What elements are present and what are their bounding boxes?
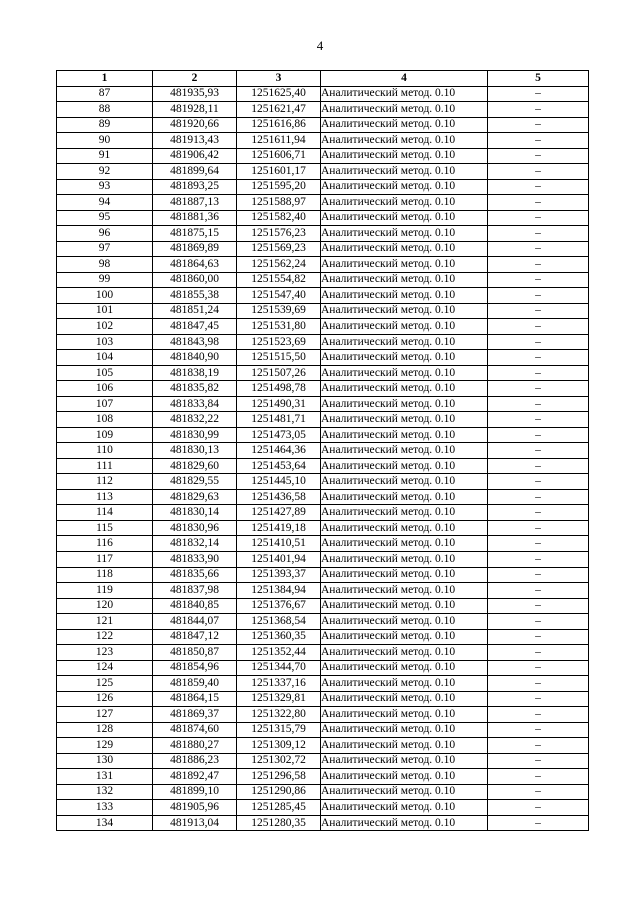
table-row bbox=[57, 86, 589, 102]
cell-y: 1251601,17 bbox=[237, 164, 321, 180]
table-row bbox=[57, 536, 589, 552]
cell-y: 1251352,44 bbox=[237, 645, 321, 661]
cell-description: – bbox=[488, 753, 589, 769]
cell-point-number: 103 bbox=[57, 334, 153, 350]
cell-y: 1251360,35 bbox=[237, 629, 321, 645]
cell-description: – bbox=[488, 288, 589, 304]
cell-y: 1251344,70 bbox=[237, 660, 321, 676]
cell-point-number: 93 bbox=[57, 179, 153, 195]
cell-description: – bbox=[488, 381, 589, 397]
cell-description: – bbox=[488, 412, 589, 428]
cell-y: 1251322,80 bbox=[237, 707, 321, 723]
cell-point-number: 131 bbox=[57, 769, 153, 785]
cell-description: – bbox=[488, 350, 589, 366]
cell-point-number: 132 bbox=[57, 784, 153, 800]
cell-y: 1251481,71 bbox=[237, 412, 321, 428]
cell-method: Аналитический метод. 0.10 bbox=[321, 707, 488, 723]
cell-description: – bbox=[488, 102, 589, 118]
cell-description: – bbox=[488, 427, 589, 443]
cell-method: Аналитический метод. 0.10 bbox=[321, 520, 488, 536]
cell-x: 481847,45 bbox=[153, 319, 237, 335]
cell-x: 481860,00 bbox=[153, 272, 237, 288]
cell-method: Аналитический метод. 0.10 bbox=[321, 567, 488, 583]
cell-method: Аналитический метод. 0.10 bbox=[321, 303, 488, 319]
cell-x: 481920,66 bbox=[153, 117, 237, 133]
cell-method: Аналитический метод. 0.10 bbox=[321, 629, 488, 645]
cell-method: Аналитический метод. 0.10 bbox=[321, 241, 488, 257]
cell-y: 1251436,58 bbox=[237, 489, 321, 505]
cell-y: 1251588,97 bbox=[237, 195, 321, 211]
cell-x: 481859,40 bbox=[153, 676, 237, 692]
cell-y: 1251547,40 bbox=[237, 288, 321, 304]
cell-x: 481840,85 bbox=[153, 598, 237, 614]
cell-point-number: 97 bbox=[57, 241, 153, 257]
cell-point-number: 119 bbox=[57, 583, 153, 599]
cell-description: – bbox=[488, 148, 589, 164]
cell-method: Аналитический метод. 0.10 bbox=[321, 179, 488, 195]
cell-description: – bbox=[488, 272, 589, 288]
table-row bbox=[57, 458, 589, 474]
table-row bbox=[57, 381, 589, 397]
cell-y: 1251507,26 bbox=[237, 365, 321, 381]
cell-description: – bbox=[488, 164, 589, 180]
cell-y: 1251290,86 bbox=[237, 784, 321, 800]
cell-description: – bbox=[488, 396, 589, 412]
cell-x: 481843,98 bbox=[153, 334, 237, 350]
cell-method: Аналитический метод. 0.10 bbox=[321, 195, 488, 211]
table-row bbox=[57, 350, 589, 366]
cell-y: 1251410,51 bbox=[237, 536, 321, 552]
table-row bbox=[57, 722, 589, 738]
cell-method: Аналитический метод. 0.10 bbox=[321, 288, 488, 304]
cell-point-number: 128 bbox=[57, 722, 153, 738]
cell-method: Аналитический метод. 0.10 bbox=[321, 412, 488, 428]
cell-x: 481829,55 bbox=[153, 474, 237, 490]
cell-description: – bbox=[488, 257, 589, 273]
cell-y: 1251523,69 bbox=[237, 334, 321, 350]
cell-y: 1251285,45 bbox=[237, 800, 321, 816]
cell-x: 481855,38 bbox=[153, 288, 237, 304]
cell-y: 1251337,16 bbox=[237, 676, 321, 692]
cell-x: 481837,98 bbox=[153, 583, 237, 599]
cell-y: 1251621,47 bbox=[237, 102, 321, 118]
cell-y: 1251498,78 bbox=[237, 381, 321, 397]
table-row bbox=[57, 164, 589, 180]
cell-x: 481875,15 bbox=[153, 226, 237, 242]
table-row bbox=[57, 319, 589, 335]
header-row bbox=[57, 71, 589, 87]
cell-point-number: 134 bbox=[57, 815, 153, 831]
cell-y: 1251315,79 bbox=[237, 722, 321, 738]
table-row bbox=[57, 195, 589, 211]
table-body bbox=[57, 86, 589, 831]
cell-x: 481847,12 bbox=[153, 629, 237, 645]
cell-x: 481893,25 bbox=[153, 179, 237, 195]
cell-description: – bbox=[488, 645, 589, 661]
cell-description: – bbox=[488, 567, 589, 583]
cell-point-number: 127 bbox=[57, 707, 153, 723]
table-row bbox=[57, 133, 589, 149]
cell-method: Аналитический метод. 0.10 bbox=[321, 350, 488, 366]
cell-y: 1251554,82 bbox=[237, 272, 321, 288]
cell-description: – bbox=[488, 195, 589, 211]
cell-method: Аналитический метод. 0.10 bbox=[321, 769, 488, 785]
cell-method: Аналитический метод. 0.10 bbox=[321, 102, 488, 118]
cell-description: – bbox=[488, 303, 589, 319]
cell-point-number: 133 bbox=[57, 800, 153, 816]
cell-description: – bbox=[488, 226, 589, 242]
cell-x: 481830,96 bbox=[153, 520, 237, 536]
header-cell-method: 4 bbox=[321, 71, 488, 87]
table-row bbox=[57, 443, 589, 459]
cell-x: 481832,14 bbox=[153, 536, 237, 552]
header-cell-y: 3 bbox=[237, 71, 321, 87]
cell-x: 481869,37 bbox=[153, 707, 237, 723]
cell-point-number: 89 bbox=[57, 117, 153, 133]
cell-y: 1251576,23 bbox=[237, 226, 321, 242]
cell-method: Аналитический метод. 0.10 bbox=[321, 722, 488, 738]
table-row bbox=[57, 505, 589, 521]
table-row bbox=[57, 396, 589, 412]
cell-point-number: 91 bbox=[57, 148, 153, 164]
cell-y: 1251309,12 bbox=[237, 738, 321, 754]
table-row bbox=[57, 784, 589, 800]
cell-y: 1251490,31 bbox=[237, 396, 321, 412]
header-cell-x: 2 bbox=[153, 71, 237, 87]
cell-y: 1251595,20 bbox=[237, 179, 321, 195]
cell-point-number: 125 bbox=[57, 676, 153, 692]
cell-point-number: 88 bbox=[57, 102, 153, 118]
cell-y: 1251401,94 bbox=[237, 551, 321, 567]
cell-method: Аналитический метод. 0.10 bbox=[321, 117, 488, 133]
table-row bbox=[57, 738, 589, 754]
cell-y: 1251464,36 bbox=[237, 443, 321, 459]
cell-description: – bbox=[488, 210, 589, 226]
cell-y: 1251376,67 bbox=[237, 598, 321, 614]
cell-method: Аналитический метод. 0.10 bbox=[321, 474, 488, 490]
cell-point-number: 112 bbox=[57, 474, 153, 490]
cell-y: 1251368,54 bbox=[237, 614, 321, 630]
cell-y: 1251625,40 bbox=[237, 86, 321, 102]
cell-y: 1251453,64 bbox=[237, 458, 321, 474]
cell-method: Аналитический метод. 0.10 bbox=[321, 334, 488, 350]
cell-y: 1251473,05 bbox=[237, 427, 321, 443]
cell-x: 481829,60 bbox=[153, 458, 237, 474]
cell-description: – bbox=[488, 629, 589, 645]
cell-x: 481840,90 bbox=[153, 350, 237, 366]
cell-method: Аналитический метод. 0.10 bbox=[321, 210, 488, 226]
cell-x: 481886,23 bbox=[153, 753, 237, 769]
cell-method: Аналитический метод. 0.10 bbox=[321, 738, 488, 754]
cell-x: 481892,47 bbox=[153, 769, 237, 785]
cell-point-number: 104 bbox=[57, 350, 153, 366]
cell-x: 481850,87 bbox=[153, 645, 237, 661]
table-row bbox=[57, 598, 589, 614]
cell-y: 1251280,35 bbox=[237, 815, 321, 831]
cell-point-number: 109 bbox=[57, 427, 153, 443]
cell-description: – bbox=[488, 598, 589, 614]
table-row bbox=[57, 660, 589, 676]
cell-description: – bbox=[488, 815, 589, 831]
cell-method: Аналитический метод. 0.10 bbox=[321, 551, 488, 567]
table-row bbox=[57, 551, 589, 567]
table-row bbox=[57, 272, 589, 288]
cell-description: – bbox=[488, 505, 589, 521]
cell-point-number: 123 bbox=[57, 645, 153, 661]
cell-point-number: 113 bbox=[57, 489, 153, 505]
cell-x: 481830,14 bbox=[153, 505, 237, 521]
cell-x: 481830,99 bbox=[153, 427, 237, 443]
cell-x: 481854,96 bbox=[153, 660, 237, 676]
cell-point-number: 95 bbox=[57, 210, 153, 226]
cell-method: Аналитический метод. 0.10 bbox=[321, 148, 488, 164]
cell-y: 1251606,71 bbox=[237, 148, 321, 164]
table-row bbox=[57, 303, 589, 319]
cell-description: – bbox=[488, 241, 589, 257]
table-row bbox=[57, 226, 589, 242]
table-row bbox=[57, 583, 589, 599]
cell-point-number: 94 bbox=[57, 195, 153, 211]
cell-point-number: 100 bbox=[57, 288, 153, 304]
cell-y: 1251419,18 bbox=[237, 520, 321, 536]
cell-point-number: 107 bbox=[57, 396, 153, 412]
cell-x: 481869,89 bbox=[153, 241, 237, 257]
cell-description: – bbox=[488, 334, 589, 350]
cell-method: Аналитический метод. 0.10 bbox=[321, 319, 488, 335]
cell-method: Аналитический метод. 0.10 bbox=[321, 660, 488, 676]
cell-method: Аналитический метод. 0.10 bbox=[321, 645, 488, 661]
table-row bbox=[57, 241, 589, 257]
cell-point-number: 111 bbox=[57, 458, 153, 474]
table-row bbox=[57, 707, 589, 723]
cell-description: – bbox=[488, 707, 589, 723]
cell-x: 481835,66 bbox=[153, 567, 237, 583]
cell-y: 1251611,94 bbox=[237, 133, 321, 149]
table-row bbox=[57, 676, 589, 692]
cell-description: – bbox=[488, 365, 589, 381]
cell-y: 1251562,24 bbox=[237, 257, 321, 273]
header-cell-point-number: 1 bbox=[57, 71, 153, 87]
cell-y: 1251616,86 bbox=[237, 117, 321, 133]
cell-method: Аналитический метод. 0.10 bbox=[321, 753, 488, 769]
cell-description: – bbox=[488, 769, 589, 785]
cell-y: 1251296,58 bbox=[237, 769, 321, 785]
cell-y: 1251539,69 bbox=[237, 303, 321, 319]
cell-method: Аналитический метод. 0.10 bbox=[321, 272, 488, 288]
table-row bbox=[57, 257, 589, 273]
cell-x: 481833,84 bbox=[153, 396, 237, 412]
cell-description: – bbox=[488, 489, 589, 505]
table-row bbox=[57, 412, 589, 428]
cell-point-number: 118 bbox=[57, 567, 153, 583]
table-row bbox=[57, 365, 589, 381]
table-row bbox=[57, 102, 589, 118]
cell-point-number: 115 bbox=[57, 520, 153, 536]
table-row bbox=[57, 753, 589, 769]
cell-description: – bbox=[488, 117, 589, 133]
cell-x: 481913,04 bbox=[153, 815, 237, 831]
table-row bbox=[57, 815, 589, 831]
cell-method: Аналитический метод. 0.10 bbox=[321, 505, 488, 521]
cell-description: – bbox=[488, 614, 589, 630]
table-row bbox=[57, 769, 589, 785]
cell-y: 1251329,81 bbox=[237, 691, 321, 707]
cell-method: Аналитический метод. 0.10 bbox=[321, 800, 488, 816]
cell-point-number: 98 bbox=[57, 257, 153, 273]
cell-point-number: 87 bbox=[57, 86, 153, 102]
cell-description: – bbox=[488, 443, 589, 459]
cell-method: Аналитический метод. 0.10 bbox=[321, 536, 488, 552]
cell-description: – bbox=[488, 179, 589, 195]
cell-method: Аналитический метод. 0.10 bbox=[321, 365, 488, 381]
cell-method: Аналитический метод. 0.10 bbox=[321, 443, 488, 459]
cell-point-number: 120 bbox=[57, 598, 153, 614]
table-row bbox=[57, 288, 589, 304]
table-row bbox=[57, 210, 589, 226]
cell-point-number: 121 bbox=[57, 614, 153, 630]
cell-x: 481906,42 bbox=[153, 148, 237, 164]
cell-method: Аналитический метод. 0.10 bbox=[321, 86, 488, 102]
cell-description: – bbox=[488, 86, 589, 102]
cell-method: Аналитический метод. 0.10 bbox=[321, 381, 488, 397]
cell-y: 1251445,10 bbox=[237, 474, 321, 490]
cell-point-number: 96 bbox=[57, 226, 153, 242]
cell-description: – bbox=[488, 551, 589, 567]
cell-y: 1251531,80 bbox=[237, 319, 321, 335]
cell-point-number: 92 bbox=[57, 164, 153, 180]
cell-method: Аналитический метод. 0.10 bbox=[321, 427, 488, 443]
cell-x: 481887,13 bbox=[153, 195, 237, 211]
cell-x: 481835,82 bbox=[153, 381, 237, 397]
cell-point-number: 122 bbox=[57, 629, 153, 645]
table-row bbox=[57, 800, 589, 816]
cell-point-number: 101 bbox=[57, 303, 153, 319]
cell-y: 1251393,37 bbox=[237, 567, 321, 583]
cell-description: – bbox=[488, 691, 589, 707]
table-row bbox=[57, 474, 589, 490]
cell-description: – bbox=[488, 520, 589, 536]
cell-x: 481844,07 bbox=[153, 614, 237, 630]
cell-point-number: 124 bbox=[57, 660, 153, 676]
cell-y: 1251427,89 bbox=[237, 505, 321, 521]
cell-description: – bbox=[488, 800, 589, 816]
cell-x: 481928,11 bbox=[153, 102, 237, 118]
table-row bbox=[57, 614, 589, 630]
cell-point-number: 126 bbox=[57, 691, 153, 707]
table-row bbox=[57, 645, 589, 661]
cell-y: 1251515,50 bbox=[237, 350, 321, 366]
cell-method: Аналитический метод. 0.10 bbox=[321, 489, 488, 505]
cell-y: 1251302,72 bbox=[237, 753, 321, 769]
cell-description: – bbox=[488, 474, 589, 490]
cell-y: 1251384,94 bbox=[237, 583, 321, 599]
cell-point-number: 117 bbox=[57, 551, 153, 567]
cell-point-number: 129 bbox=[57, 738, 153, 754]
cell-method: Аналитический метод. 0.10 bbox=[321, 396, 488, 412]
cell-point-number: 106 bbox=[57, 381, 153, 397]
cell-point-number: 108 bbox=[57, 412, 153, 428]
cell-description: – bbox=[488, 660, 589, 676]
cell-method: Аналитический метод. 0.10 bbox=[321, 458, 488, 474]
table-row bbox=[57, 179, 589, 195]
cell-method: Аналитический метод. 0.10 bbox=[321, 815, 488, 831]
cell-x: 481829,63 bbox=[153, 489, 237, 505]
cell-y: 1251582,40 bbox=[237, 210, 321, 226]
cell-x: 481830,13 bbox=[153, 443, 237, 459]
table-row bbox=[57, 691, 589, 707]
cell-x: 481899,64 bbox=[153, 164, 237, 180]
cell-method: Аналитический метод. 0.10 bbox=[321, 676, 488, 692]
cell-method: Аналитический метод. 0.10 bbox=[321, 691, 488, 707]
cell-point-number: 114 bbox=[57, 505, 153, 521]
cell-x: 481874,60 bbox=[153, 722, 237, 738]
cell-point-number: 116 bbox=[57, 536, 153, 552]
cell-point-number: 105 bbox=[57, 365, 153, 381]
cell-description: – bbox=[488, 784, 589, 800]
coordinates-table bbox=[56, 70, 589, 831]
cell-method: Аналитический метод. 0.10 bbox=[321, 226, 488, 242]
cell-x: 481913,43 bbox=[153, 133, 237, 149]
cell-x: 481881,36 bbox=[153, 210, 237, 226]
table-row bbox=[57, 567, 589, 583]
table-row bbox=[57, 117, 589, 133]
cell-method: Аналитический метод. 0.10 bbox=[321, 614, 488, 630]
cell-description: – bbox=[488, 738, 589, 754]
cell-x: 481864,15 bbox=[153, 691, 237, 707]
cell-point-number: 102 bbox=[57, 319, 153, 335]
cell-x: 481935,93 bbox=[153, 86, 237, 102]
cell-x: 481832,22 bbox=[153, 412, 237, 428]
page-number: 4 bbox=[316, 38, 324, 53]
cell-point-number: 90 bbox=[57, 133, 153, 149]
cell-description: – bbox=[488, 536, 589, 552]
cell-x: 481833,90 bbox=[153, 551, 237, 567]
cell-method: Аналитический метод. 0.10 bbox=[321, 583, 488, 599]
cell-point-number: 110 bbox=[57, 443, 153, 459]
table-row bbox=[57, 489, 589, 505]
cell-x: 481899,10 bbox=[153, 784, 237, 800]
cell-description: – bbox=[488, 319, 589, 335]
table-row bbox=[57, 148, 589, 164]
cell-method: Аналитический метод. 0.10 bbox=[321, 257, 488, 273]
cell-x: 481864,63 bbox=[153, 257, 237, 273]
cell-description: – bbox=[488, 133, 589, 149]
cell-method: Аналитический метод. 0.10 bbox=[321, 784, 488, 800]
cell-point-number: 99 bbox=[57, 272, 153, 288]
cell-x: 481851,24 bbox=[153, 303, 237, 319]
cell-method: Аналитический метод. 0.10 bbox=[321, 133, 488, 149]
cell-description: – bbox=[488, 676, 589, 692]
cell-point-number: 130 bbox=[57, 753, 153, 769]
table-row bbox=[57, 427, 589, 443]
cell-method: Аналитический метод. 0.10 bbox=[321, 164, 488, 180]
table-row bbox=[57, 334, 589, 350]
cell-x: 481838,19 bbox=[153, 365, 237, 381]
table-row bbox=[57, 520, 589, 536]
cell-description: – bbox=[488, 583, 589, 599]
table-header bbox=[57, 71, 589, 87]
cell-x: 481905,96 bbox=[153, 800, 237, 816]
table-row bbox=[57, 629, 589, 645]
cell-y: 1251569,23 bbox=[237, 241, 321, 257]
cell-description: – bbox=[488, 458, 589, 474]
cell-description: – bbox=[488, 722, 589, 738]
header-cell-description: 5 bbox=[488, 71, 589, 87]
cell-method: Аналитический метод. 0.10 bbox=[321, 598, 488, 614]
cell-x: 481880,27 bbox=[153, 738, 237, 754]
